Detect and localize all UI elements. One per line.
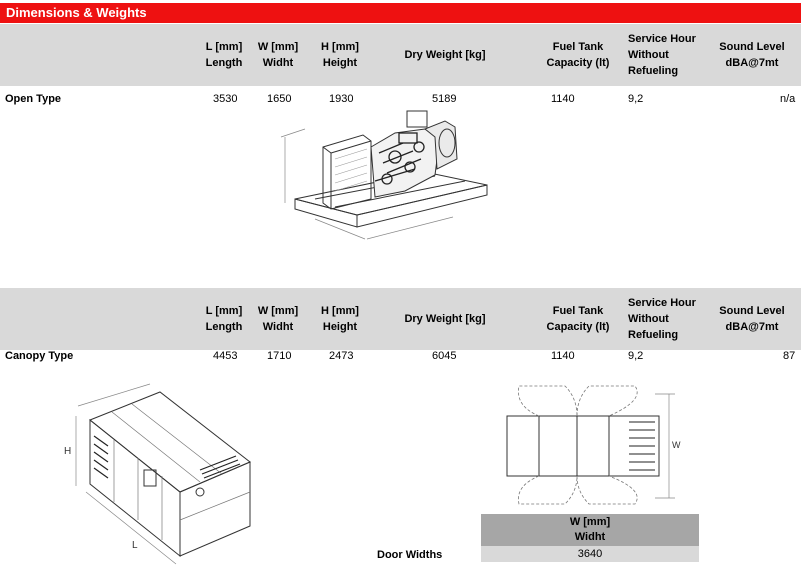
door-width-value: 3640 — [481, 546, 699, 562]
door-width-table — [481, 514, 699, 562]
header-dry-weight: Dry Weight [kg] — [404, 49, 486, 61]
canopy-header-width: W [mm] Widht — [257, 305, 299, 333]
open-genset-drawing-icon — [275, 107, 495, 267]
canopy-genset-drawing-icon — [50, 380, 265, 578]
height-mark-label: H — [64, 446, 72, 457]
canopy-header-fuel-tank: Fuel Tank Capacity (lt) — [546, 305, 610, 333]
open-type-header — [0, 24, 801, 86]
open-type-label: Open Type — [5, 93, 62, 105]
section-title: Dimensions & Weights — [0, 3, 801, 23]
header-length: L [mm] Length — [205, 41, 243, 69]
length-mark-label: L — [132, 540, 138, 551]
open-fuel-tank-value: 1140 — [551, 93, 575, 105]
header-sound-level: Sound Level dBA@7mt — [719, 41, 785, 69]
canopy-width-value: 1710 — [267, 350, 292, 362]
canopy-type-header — [0, 288, 801, 350]
canopy-height-value: 2473 — [329, 350, 354, 362]
canopy-service-hour-value: 9,2 — [628, 350, 644, 362]
header-height: H [mm] Height — [321, 41, 359, 69]
canopy-header-sound-level: Sound Level dBA@7mt — [719, 305, 785, 333]
header-fuel-tank: Fuel Tank Capacity (lt) — [546, 41, 610, 69]
canopy-dry-weight-value: 6045 — [432, 350, 457, 362]
canopy-fuel-tank-value: 1140 — [551, 350, 575, 362]
canopy-top-view-drawing-icon — [505, 380, 685, 508]
canopy-header-length: L [mm] Length — [205, 305, 243, 333]
canopy-header-service-hour: Service Hour Without Refueling — [628, 297, 696, 341]
canopy-type-label: Canopy Type — [5, 350, 74, 362]
canopy-length-value: 4453 — [213, 350, 238, 362]
open-dry-weight-value: 5189 — [432, 93, 457, 105]
canopy-header-dry-weight: Dry Weight [kg] — [404, 313, 486, 325]
open-sound-level-value: n/a — [780, 93, 796, 105]
open-width-value: 1650 — [267, 93, 292, 105]
open-service-hour-value: 9,2 — [628, 93, 644, 105]
open-type-row — [0, 91, 801, 107]
open-length-value: 3530 — [213, 93, 238, 105]
header-service-hour: Service Hour Without Refueling — [628, 33, 696, 77]
open-height-value: 1930 — [329, 93, 354, 105]
canopy-sound-level-value: 87 — [783, 350, 796, 362]
width-mark-label: W — [672, 440, 681, 450]
door-widths-label: Door Widths — [377, 549, 443, 561]
canopy-type-row — [0, 348, 801, 364]
header-width: W [mm] Widht — [257, 41, 299, 69]
canopy-header-height: H [mm] Height — [321, 305, 359, 333]
door-width-header: W [mm] Widht — [481, 514, 699, 546]
